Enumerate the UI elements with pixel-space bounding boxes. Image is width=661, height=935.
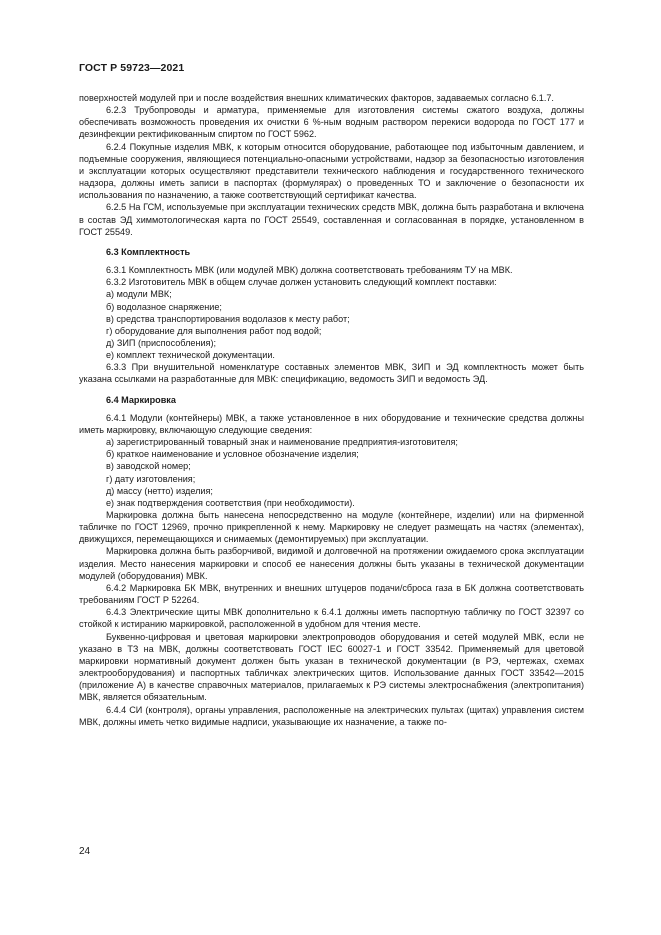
- list-item: б) водолазное снаряжение;: [106, 301, 222, 312]
- paragraph: поверхностей модулей при и после воздействия внешних климатических факторов, задаваемых согласно 6.1.7.: [79, 93, 554, 103]
- list-item: г) дату изготовления;: [106, 473, 196, 484]
- list-item: в) средства транспортирования водолазов к месту работ;: [106, 313, 350, 324]
- paragraph: 6.3.2 Изготовитель МВК в общем случае должен установить следующий комплект поставки:: [106, 277, 497, 288]
- paragraph: Маркировка должна быть нанесена непосредственно на модуле (контейнере, изделии) или на фирменной табличке по ГОСТ 12969, прочно прикрепленной к нему. Маркировку не следует размещать на частях (элементах), движущихся, перемещающихся и снимаемых (демонтируемых) при эксплуатации.: [79, 510, 584, 545]
- paragraph: 6.2.4 Покупные изделия МВК, к которым относится оборудование, работающее под избыточным давлением, и подъемные сооружения, являющиеся потенциально-опасными устройствами, надзор за безопасностью изготовления и эксплуатации которых осуществляют представители технического наблюдения и государственного технического надзора, должны иметь записи в паспортах (формулярах) о проведенных ТО и заключение о безопасности их использования по назначению, а также соответствующий сертификат качества.: [79, 141, 584, 201]
- page-number: 24: [79, 846, 91, 857]
- paragraph: 6.2.5 На ГСМ, используемые при эксплуатации технических средств МВК, должна быть разработана и включена в состав ЭД химмотологическая карта по ГОСТ 25549, составленная и согласованная в порядке, установленном в ГОСТ 25549.: [79, 202, 584, 237]
- paragraph: Буквенно-цифровая и цветовая маркировки электропроводов оборудования и сетей модулей МВК, если не указано в ТЗ на МВК, должны соответствовать ГОСТ IEC 60027-1 и ГОСТ 33542. Применяемый для цветовой маркировки нормативный документ должен быть указан в технической документации (в РЭ, чертежах, схемах электрооборудования) и паспортных табличках электрических щитов. Использование данных ГОСТ 33542—2015 (приложение А) в качестве справочных материалов, прилагаемых к РЭ системы электроснабжения (электропитания) МВК, является обязательным.: [79, 631, 584, 703]
- paragraph: Маркировка должна быть разборчивой, видимой и долговечной на протяжении ожидаемого срока эксплуатации изделия. Место нанесения маркировки и способ ее нанесения должны быть указаны в технической документации модулей (оборудования) МВК.: [79, 546, 584, 581]
- list-item: б) краткое наименование и условное обозначение изделия;: [106, 449, 359, 460]
- paragraph: 6.4.1 Модули (контейнеры) МВК, а также установленное в них оборудование и технические средства должны иметь маркировку, включающую следующие сведения:: [79, 412, 584, 435]
- list-item: в) заводской номер;: [106, 461, 191, 472]
- paragraph: 6.4.4 СИ (контроля), органы управления, расположенные на электрических пультах (щитах) управления систем МВК, должны иметь четко видимые надписи, указывающие их назначение, а также по-: [79, 704, 584, 727]
- paragraph: 6.3.1 Комплектность МВК (или модулей МВК) должна соответствовать требованиям ТУ на МВК.: [106, 265, 513, 276]
- paragraph: 6.2.3 Трубопроводы и арматура, применяемые для изготовления системы сжатого воздуха, должны обеспечивать возможность проведения их очистки 6 %-ным водным раствором перекиси водорода по ГОСТ 177 и дезинфекции ректификованным спиртом по ГОСТ 5962.: [79, 105, 584, 140]
- list-item: д) массу (нетто) изделия;: [106, 485, 213, 496]
- section-heading: 6.4 Маркировка: [106, 395, 176, 406]
- page-body: [79, 92, 584, 728]
- list-item: г) оборудование для выполнения работ под водой;: [106, 325, 322, 336]
- document-header: ГОСТ Р 59723—2021: [79, 62, 185, 74]
- list-item: е) знак подтверждения соответствия (при необходимости).: [106, 497, 355, 508]
- paragraph: 6.4.3 Электрические щиты МВК дополнительно к 6.4.1 должны иметь паспортную табличку по ГОСТ 32397 со стойкой к истиранию маркировкой, расположенной в удобном для чтения месте.: [79, 607, 584, 630]
- section-heading: 6.3 Комплектность: [106, 247, 191, 258]
- list-item: а) зарегистрированный товарный знак и наименование предприятия-изготовителя;: [106, 437, 458, 448]
- list-item: д) ЗИП (приспособления);: [106, 337, 217, 348]
- paragraph: 6.4.2 Маркировка БК МВК, внутренних и внешних штуцеров подачи/сброса газа в БК должна соответствовать требованиям ГОСТ Р 52264.: [79, 582, 584, 606]
- list-item: е) комплект технической документации.: [106, 350, 275, 361]
- paragraph: 6.3.3 При внушительной номенклатуре составных элементов МВК, ЗИП и ЭД комплектность может быть указана ссылками на разработанные для МВК: спецификацию, ведомость ЗИП и ведомость ЭД.: [79, 362, 584, 385]
- list-item: а) модули МВК;: [106, 289, 172, 300]
